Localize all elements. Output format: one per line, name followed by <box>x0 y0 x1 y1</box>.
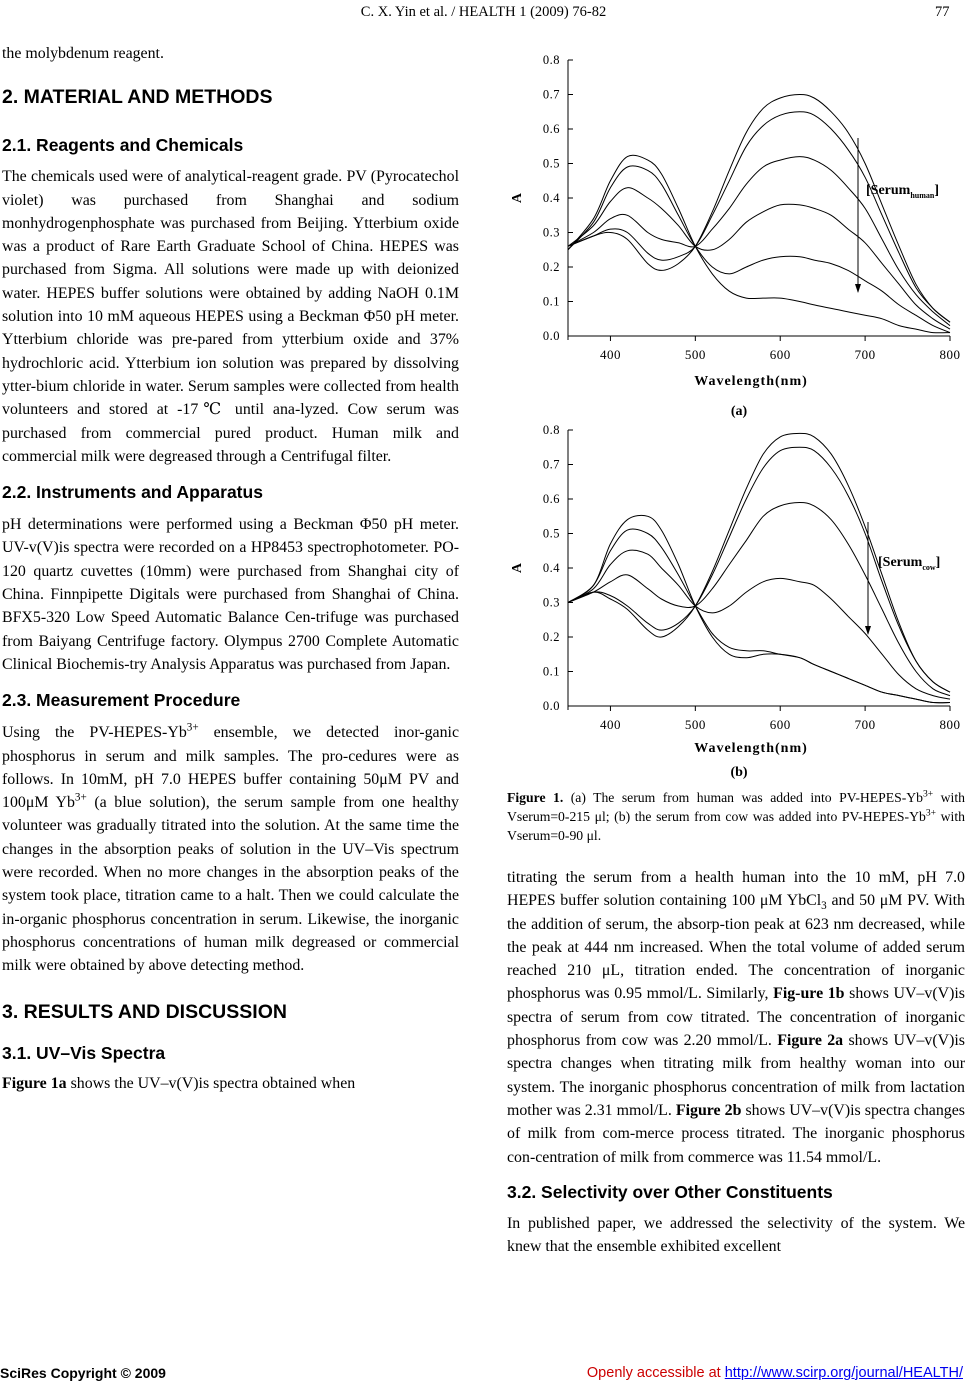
subsection-3-2-title: 3.2. Selectivity over Other Constituents <box>507 1181 833 1202</box>
panel-b-x-tick-label: 400 <box>599 717 621 732</box>
subsection-2-3-text: Using the $PV-HEPES-Yb^{3+}$ ensemble, we detected inor-ganic phosphorus in serum and milk samples. The pro-cedures were as follows. In 10mM, pH 7.0 HEPES buffer containing 50μM PV and 100μM $Yb^{3+}$ (a blue solution), the serum sample from one healthy volunteer was gradually titrated into the solution. At the same time the changes in the absorption peaks of solution in the UV–Vis spectrum were recorded. When no more changes in the absorption peaks of the system took place, titration came to a halt. Then we could calculate the in-organic phosphorus concentration in serum. Likewise, the inorganic phosphorus concentrations of human milk degreased or commercial milk were obtained by above detecting method. <box>2 721 460 975</box>
panel-b-y-tick-label: 0.4 <box>542 561 560 575</box>
panel-b-x-tick-label: 800 <box>939 717 961 732</box>
footer-copyright: SciRes Copyright © 2009 <box>0 1365 166 1381</box>
panel-a-x-tick-label: 800 <box>939 347 961 362</box>
panel-b-label: (b) <box>730 765 748 780</box>
panel-b-annotation: [Serum$_{cow}$] <box>878 555 941 572</box>
subsection-2-2-title: 2.2. Instruments and Apparatus <box>2 482 263 503</box>
subsection-3-2-text: In published paper, we addressed the selectivity of the system. We knew that the ensemble exhibited excellent <box>507 1214 965 1256</box>
panel-b-series-line-4 <box>568 550 950 699</box>
panel-b-y-tick-label: 0.5 <box>542 526 560 541</box>
figure-1 <box>507 46 967 786</box>
panel-b-y-axis-label: A <box>510 562 525 574</box>
panel-a-x-tick-label: 400 <box>599 347 621 362</box>
panel-a-y-tick-label: 0.3 <box>542 225 560 240</box>
section-3-title: 3. RESULTS AND DISCUSSION <box>2 1000 287 1023</box>
panel-b-y-tick-label: 0.1 <box>542 664 560 679</box>
panel-a-y-tick-label: 0.7 <box>542 87 560 102</box>
panel-b-y-tick-label: 0.2 <box>542 630 560 644</box>
panel-a-x-tick-label: 700 <box>854 347 876 362</box>
running-title: C. X. Yin et al. / HEALTH 1 (2009) 76-82 <box>360 4 607 20</box>
intro-tail: the molybdenum reagent. <box>2 45 164 62</box>
panel-b-x-tick-label: 500 <box>684 717 706 732</box>
page-number: 77 <box>935 4 950 20</box>
panel-a-y-tick-label: 0.0 <box>542 329 560 343</box>
left-column <box>2 42 459 1095</box>
panel-b-x-axis-label: Wavelength(nm) <box>694 741 808 756</box>
panel-a-annotation: [Serum$_{human}$] <box>866 183 940 200</box>
panel-a-series-line-6 <box>568 155 950 333</box>
panel-a-y-tick-label: 0.8 <box>542 53 560 67</box>
subsection-2-2-text: pH determinations were performed using a Beckman Φ50 pH meter. UV-v(V)is spectra were recorded on a HP8453 spectrophotometer. PO-120 quartz cuvettes (10mm) were purchased from Shanghai city of China. Finnpipette Digitals were purchased from Shanghai of China. BFX5-320 Low Speed Automatic Balance Cen-trifuge was purchased from Baiyang Centrifuge factory. Olympus 2700 Complete Automatic Clinical Biochemis-try Analysis Apparatus was purchased from Japan. <box>2 516 459 673</box>
section-2-title: 2. MATERIAL AND METHODS <box>2 86 273 109</box>
panel-b-y-tick-label: 0.8 <box>542 423 560 437</box>
panel-a-x-tick-label: 500 <box>684 347 706 362</box>
figure-1-caption: Figure 1. (a) The serum from human was added into $PV-HEPES-Yb^{3+}$ with Vserum=0-215 μl; (b) the serum from cow was added into $PV-HEPES-Yb^{3+}$ with Vserum=0-90 μl. <box>507 788 965 843</box>
panel-a-y-tick-label: 0.2 <box>542 260 560 274</box>
panel-a-y-tick-label: 0.5 <box>542 156 560 171</box>
panel-b-y-tick-label: 0.0 <box>542 699 560 713</box>
panel-a-x-tick-label: 600 <box>769 347 791 362</box>
panel-b-x-tick-label: 700 <box>854 717 876 732</box>
figure-1-charts <box>507 46 967 786</box>
subsection-3-1-text: Figure 1a shows the UV–v(V)is spectra obtained when <box>2 1074 356 1092</box>
subsection-3-1-title: 3.1. UV–Vis Spectra <box>2 1042 166 1063</box>
panel-a-series-line-1 <box>568 95 950 323</box>
panel-a-arrowhead-icon <box>855 284 861 293</box>
panel-b-y-tick-label: 0.3 <box>542 595 560 610</box>
ref-figure-1b: Fig-ure 1b <box>773 985 845 1003</box>
results-paragraph: titrating the serum from a health human into the 10 mM, pH 7.0 HEPES buffer solution containing 100 μM YbCl$_3$ and 50 μM PV. With the addition of serum, the absorp-tion peak at 623 nm decreased, while the peak at 444 nm increased. When the total volume of added serum reached 210 μL, titration ended. The concentration of inorganic phosphorus was 0.95 mmol/L. Similarly, Fig-ure 1b shows UV–v(V)is spectra of serum from cow titrated. The concentration of inorganic phosphorus from cow was 2.20 mmol/L. Figure 2a shows UV–v(V)is spectra changes when titrating milk from healthy woman into our system. The inorganic phosphorus concentration of milk from lactation mother was 2.31 mmol/L. Figure 2b shows UV–v(V)is spectra changes of milk from com-merce process titrated. The inorganic phosphorus con-centration of milk from commerce was 11.54 mmol/L. <box>507 869 965 1166</box>
ref-figure-2b: Figure 2b <box>675 1101 742 1119</box>
panel-b-series-line-6 <box>568 515 950 702</box>
panel-a-y-tick-label: 0.6 <box>542 122 560 136</box>
right-column <box>507 866 965 1258</box>
journal-link[interactable]: http://www.scirp.org/journal/HEALTH/ <box>724 1365 963 1381</box>
subsection-2-1-text: The chemicals used were of analytical-reagent grade. PV (Pyrocatechol violet) was purchased from Shanghai and sodium monhydrogenphosphate was purchased from Beijing. Ytterbium oxide was a product of Rare Earth Graduate School of China. HEPES was purchased from Sigma. All solutions were made up with deionized water. HEPES buffer solutions were obtained by adding NaOH 0.1M solution into 10 mM aqueous HEPES using a Beckman Φ50 pH meter. Ytterbium chloride was pre-pared from ytterbium oxide and 37% hydrochloric acid. Ytterbium ion solution was prepared by dissolving ytter-bium chloride in water. Serum samples were collected from health volunteers and stored at -17℃ until ana-lyzed. Cow serum was purchased from commercial pured product. Human milk and commercial milk were degreased through a Centrifugal filter. <box>2 168 459 465</box>
panel-a-series-line-2 <box>568 112 950 322</box>
panel-b-y-tick-label: 0.7 <box>542 457 560 472</box>
footer-access: Openly accessible at http://www.scirp.org/journal/HEALTH/ <box>586 1365 963 1381</box>
ref-figure-2a: Figure 2a <box>777 1032 844 1050</box>
panel-a-y-axis-label: A <box>510 192 525 204</box>
subsection-2-1-title: 2.1. Reagents and Chemicals <box>2 135 244 156</box>
subsection-2-3-title: 2.3. Measurement Procedure <box>2 690 241 711</box>
panel-b-x-tick-label: 600 <box>769 717 791 732</box>
panel-a-label: (a) <box>730 404 748 419</box>
panel-a-x-axis-label: Wavelength(nm) <box>694 374 808 389</box>
panel-a-y-tick-label: 0.4 <box>542 191 560 205</box>
panel-a-y-tick-label: 0.1 <box>542 294 560 309</box>
panel-b-y-tick-label: 0.6 <box>542 492 560 506</box>
